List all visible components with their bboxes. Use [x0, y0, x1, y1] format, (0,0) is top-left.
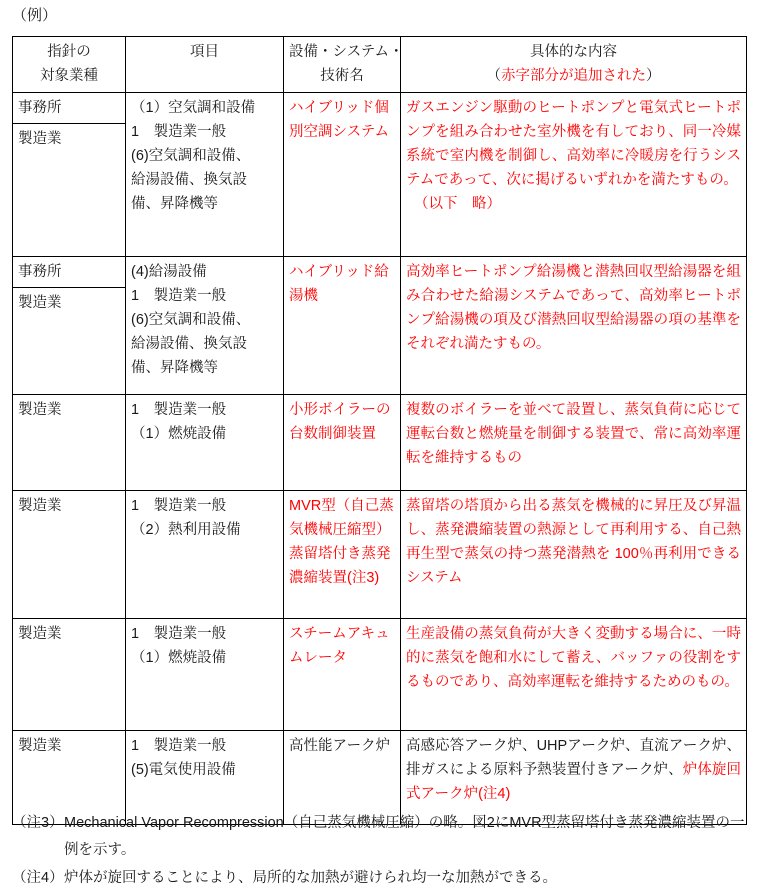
cell-item	[126, 491, 284, 619]
industry-stack	[18, 260, 120, 315]
tech-name: スチームアキュムレータ	[289, 626, 390, 666]
item-line: 給湯設備、換気設	[131, 172, 247, 188]
cell-tech	[284, 491, 401, 619]
cell-item	[126, 619, 284, 731]
header-industry-line1: 指針の	[47, 44, 91, 60]
table-row	[13, 93, 747, 257]
cell-detail	[401, 619, 747, 731]
tech-name: 高性能アーク炉	[289, 738, 391, 754]
item-line: (5)電気使用設備	[131, 762, 236, 778]
detail-text	[406, 734, 741, 806]
item-line: （1）空気調和設備	[131, 100, 256, 116]
cell-industry	[13, 619, 126, 731]
item-line: (4)給湯設備	[131, 264, 207, 280]
item-line: （1）燃焼設備	[131, 650, 227, 666]
industry-name: 製造業	[18, 402, 62, 418]
header-item-line1: 項目	[190, 44, 219, 60]
item-line: （2）熱利用設備	[131, 522, 241, 538]
detail-text: 複数のボイラーを並べて設置し、蒸気負荷に応じて運転台数と燃焼量を制御する装置で、常に高効率運転を維持するもの	[406, 402, 741, 466]
detail-text: ガスエンジン駆動のヒートポンプと電気式ヒートポンプを組み合わせた室外機を有しており、同一冷媒系統で室内機を制御し、高効率に冷暖房を行うシステムであって、次に掲げるいずれかを満たすもの。	[406, 100, 741, 188]
cell-tech	[284, 619, 401, 731]
cell-detail	[401, 491, 747, 619]
detail-red-segment: 炉体旋回式アーク炉(注4)	[406, 762, 741, 802]
cell-industry	[13, 491, 126, 619]
item-line: 給湯設備、換気設	[131, 336, 247, 352]
cell-industry	[13, 395, 126, 491]
header-tech-line2: 技術名	[320, 68, 364, 84]
industry-name: 製造業	[18, 738, 62, 754]
tech-name: ハイブリッド個別空調システム	[289, 100, 390, 140]
detail-text: 生産設備の蒸気負荷が大きく変動する場合に、一時的に蒸気を飽和水にして蓄え、バッファの役割をするものであり、高効率運転を維持するためのもの。	[406, 626, 741, 690]
footnote-marker: （注3）	[12, 815, 64, 831]
industry-stack	[18, 96, 120, 151]
detail-sub-note: （以下 略）	[414, 196, 501, 212]
table-row	[13, 491, 747, 619]
industry-name: 製造業	[18, 498, 62, 514]
cell-tech	[284, 395, 401, 491]
table-row	[13, 395, 747, 491]
detail-text: 高効率ヒートポンプ給湯機と潜熱回収型給湯器を組み合わせた給湯システムであって、高効率ヒートポンプ給湯機の項及び潜熱回収型給湯器の項の基準をそれぞれ満たすもの。	[406, 264, 741, 352]
item-line: 1 製造業一般	[131, 738, 227, 754]
footnote-body: Mechanical Vapor Recompression（自己蒸気機械圧縮）の略。図2にMVR型蒸留塔付き蒸発濃縮装置の一例を示す。	[64, 815, 745, 858]
header-detail-line1: 具体的な内容	[530, 44, 617, 60]
cell-item	[126, 395, 284, 491]
cell-detail	[401, 395, 747, 491]
item-line: 備、昇降機等	[131, 196, 218, 212]
detail-text: 蒸留塔の塔頂から出る蒸気を機械的に昇圧及び昇温し、蒸発濃縮装置の熱源として再利用する、自己熱再生型で蒸気の持つ蒸発潜熱を 100％再利用できるシステム	[406, 498, 741, 586]
item-line: 1 製造業一般	[131, 124, 227, 140]
cell-tech	[284, 257, 401, 395]
header-detail-paren-open: （	[486, 68, 501, 84]
industry-top: 事務所	[13, 260, 125, 288]
header-detail-paren-close: ）	[646, 68, 661, 84]
cell-industry	[13, 93, 126, 257]
tech-name: MVR型（自己蒸気機械圧縮型）蒸留塔付き蒸発濃縮装置(注3)	[289, 498, 394, 586]
table-row	[13, 619, 747, 731]
footnote-marker: （注4）	[12, 870, 64, 886]
cell-detail	[401, 257, 747, 395]
industry-bottom: 製造業	[18, 131, 62, 147]
item-line: 1 製造業一般	[131, 626, 227, 642]
header-cell-industry	[13, 37, 126, 93]
cell-tech	[284, 93, 401, 257]
item-line: 1 製造業一般	[131, 288, 227, 304]
item-line: （1）燃焼設備	[131, 426, 227, 442]
footnote-body: 炉体が旋回することにより、局所的な加熱が避けられ均一な加熱ができる。	[64, 870, 557, 886]
tech-name: ハイブリッド給湯機	[289, 264, 389, 304]
cell-detail	[401, 93, 747, 257]
item-line: (6)空気調和設備、	[131, 312, 251, 328]
header-cell-detail	[401, 37, 747, 93]
item-line: (6)空気調和設備、	[131, 148, 251, 164]
header-detail-red-note: 赤字部分が追加された	[501, 68, 646, 84]
item-line: 1 製造業一般	[131, 402, 227, 418]
header-industry-line2: 対象業種	[40, 68, 98, 84]
footnote-note3	[12, 810, 752, 864]
table-row	[13, 257, 747, 395]
header-cell-tech	[284, 37, 404, 93]
footnote-note4	[12, 865, 752, 892]
cell-item	[126, 93, 284, 257]
item-line: 備、昇降機等	[131, 360, 218, 376]
industry-bottom: 製造業	[18, 295, 62, 311]
cell-item	[126, 257, 284, 395]
industry-top: 事務所	[13, 96, 125, 124]
industry-name: 製造業	[18, 626, 62, 642]
header-detail-line2	[406, 64, 741, 88]
cell-industry	[13, 257, 126, 395]
footnotes	[12, 810, 752, 893]
header-cell-item	[126, 37, 284, 93]
detail-black-segment: 高感応答アーク炉、UHPアーク炉、直流アーク炉、排ガスによる原料予熱装置付きアーク炉、	[406, 738, 741, 778]
table-header-row	[13, 37, 747, 93]
header-tech-line1: 設備・システム・	[289, 44, 404, 60]
guideline-examples-table	[12, 36, 747, 825]
tech-name: 小形ボイラーの台数制御装置	[289, 402, 391, 442]
item-line: 1 製造業一般	[131, 498, 227, 514]
example-label: （例）	[12, 7, 58, 24]
